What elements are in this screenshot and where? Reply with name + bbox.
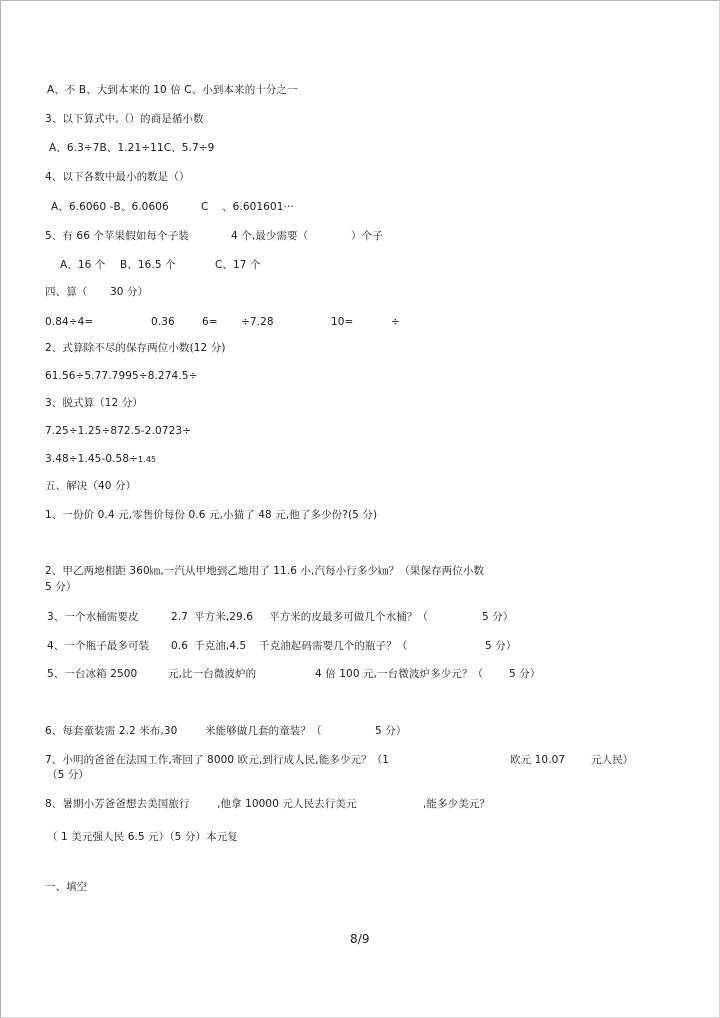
choice-line-3: A、6.3÷7B、1.21÷11C、5.7÷9 xyxy=(49,142,215,154)
problem-5c: 4 倍 100 元,一台微波炉多少元？（ xyxy=(315,668,484,680)
calc-row-d: ÷7.28 xyxy=(241,316,274,328)
calc-section-3: 3、脱式算（12 分） xyxy=(45,397,143,409)
calc-row-e: 10= xyxy=(331,316,354,328)
problem-6c: 5 分） xyxy=(375,725,407,737)
problem-4d: 千克油起码需要几个的瓶子？（ xyxy=(259,640,408,652)
choice-line-1: A、不 B、大到本来的 10 倍 C、小到本来的十分之一 xyxy=(47,84,298,96)
calc-line-2: 61.56÷5.77.7995÷8.274.5÷ xyxy=(45,370,198,382)
problem-8c: ,能多少美元？ xyxy=(423,798,491,810)
calc-row-b: 0.36 xyxy=(151,316,175,328)
question-4: 4、以下各数中最小的数是（） xyxy=(45,171,190,183)
calc-row-f: ÷ xyxy=(391,316,400,328)
question-5c: ）个子 xyxy=(351,230,383,242)
choice-line-5c: C、17 个 xyxy=(215,259,261,271)
choice-line-5a: A、16 个 xyxy=(60,259,106,271)
calc-section-2: 2、式算除不尽的保存两位小数(12 分) xyxy=(45,342,226,354)
problem-7-cont: （5 分） xyxy=(47,769,90,781)
calc-line-3a: 7.25÷1.25÷872.5-2.0723÷ xyxy=(45,425,192,437)
calc-line-3b-main: 3.48÷1.45-0.58÷ xyxy=(45,453,139,465)
problem-2: 2、甲乙两地相距 360㎞,一汽从甲地到乙地用了 11.6 小,汽每小行多少㎞？（果保存两位小数 xyxy=(45,565,485,577)
problem-3d: 平方米的皮最多可做几个水桶？（ xyxy=(269,611,428,623)
problem-7c: 元人民） xyxy=(591,754,634,766)
question-5b: 4 个,最少需要（ xyxy=(231,230,309,242)
page-number: 8/9 xyxy=(350,932,370,946)
problem-8a: 8、暑期小芳爸爸想去美国旅行 xyxy=(45,798,190,810)
problem-7b: 欧元 10.07 xyxy=(510,754,566,766)
problem-8b: ,他拿 10000 元人民去行美元 xyxy=(217,798,357,810)
problem-6b: 米能够做几套的童装？（ xyxy=(205,725,322,737)
problem-4a: 4、一个瓶子最多可装 xyxy=(47,640,150,652)
question-3: 3、以下算式中,（）的商是循小数 xyxy=(45,113,204,125)
calc-line-3b-small: 1.45 xyxy=(138,455,157,464)
choice-line-5b: B、16.5 个 xyxy=(120,259,176,271)
section-5-heading: 五、解决（40 分） xyxy=(45,480,137,492)
question-5a: 5、有 66 个苹果假如每个子装 xyxy=(45,230,189,242)
problem-6a: 6、每套童装需 2.2 米布,30 xyxy=(45,725,178,737)
calc-row-a: 0.84÷4= xyxy=(45,316,94,328)
problem-3b: 2.7 xyxy=(171,611,188,623)
problem-5d: 5 分） xyxy=(509,668,541,680)
problem-4c: 千克油,4.5 xyxy=(194,640,247,652)
problem-7a: 7、小明的爸爸在法国工作,寄回了 8000 欧元,到行成人民,能多少元？（1 xyxy=(45,754,390,766)
choice-line-4b: C xyxy=(201,201,209,213)
calc-line-3b xyxy=(45,452,156,467)
problem-3e: 5 分） xyxy=(482,611,514,623)
section-4-heading-b: 30 分） xyxy=(110,286,149,298)
problem-3c: 平方米,29.6 xyxy=(194,611,254,623)
choice-line-4a: A、6.6060 -B、6.0606 xyxy=(51,201,169,213)
fill-blank-heading: 一、填空 xyxy=(45,881,88,893)
section-4-heading-a: 四、算（ xyxy=(45,286,88,298)
problem-4e: 5 分） xyxy=(485,640,517,652)
problem-8-note: （ 1 美元强人民 6.5 元）（5 分）本元复 xyxy=(47,831,238,843)
problem-2-cont: 5 分） xyxy=(45,581,77,593)
problem-4b: 0.6 xyxy=(171,640,188,652)
problem-1: 1、一份价 0.4 元,零售价每份 0.6 元,小猫了 48 元,他了多少份?(5 分) xyxy=(45,509,378,521)
choice-line-4c: 、6.601601··· xyxy=(222,201,294,213)
calc-row-c: 6= xyxy=(202,316,218,328)
problem-5b: 元,比一台微波炉的 xyxy=(168,668,257,680)
problem-5a: 5、一台冰箱 2500 xyxy=(47,668,138,680)
problem-3a: 3、一个水桶需要皮 xyxy=(47,611,139,623)
